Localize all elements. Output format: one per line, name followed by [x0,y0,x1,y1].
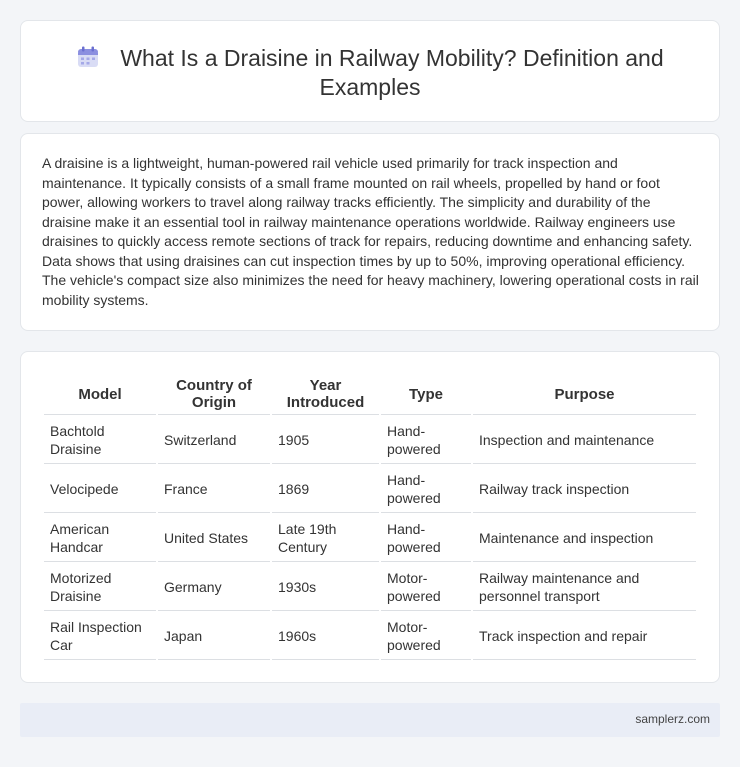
cell-model: American Handcar [44,515,156,562]
cell-type: Hand-powered [381,417,471,464]
header-model: Model [44,374,156,415]
title-card [20,20,720,122]
cell-type: Motor-powered [381,564,471,611]
cell-country: Switzerland [158,417,270,464]
footer-site-link[interactable]: samplerz.com [635,712,710,726]
table-header-row [44,374,696,415]
cell-country: United States [158,515,270,562]
description-text: A draisine is a lightweight, human-powered rail vehicle used primarily for track inspection and maintenance. It typically consists of a small frame mounted on rail wheels, propelled by hand or foot power, allowing workers to travel along railway tracks efficiently. The simplicity and durability of the draisine make it an essential tool in railway maintenance operations worldwide. Railway engineers use draisines to quickly access remote sections of track for repairs, reducing downtime and enhancing safety. Data shows that using draisines can cut inspection times by up to 50%, improving operational efficiency. The vehicle's compact size also minimizes the need for heavy machinery, lowering operational costs in rail mobility systems. [42,155,699,308]
table-row [44,466,696,513]
cell-model: Motorized Draisine [44,564,156,611]
header-country: Country of Origin [158,374,270,415]
calendar-icon [76,45,100,69]
page-title-wrap [21,44,719,102]
header-year: Year Introduced [272,374,379,415]
header-type: Type [381,374,471,415]
cell-model: Rail Inspection Car [44,613,156,660]
cell-year: Late 19th Century [272,515,379,562]
cell-type: Hand-powered [381,466,471,513]
table-row [44,515,696,562]
table-row [44,613,696,660]
cell-country: France [158,466,270,513]
table-card [20,351,720,683]
description-card [20,133,720,331]
draisine-table [42,372,698,662]
footer [20,703,720,737]
cell-purpose: Maintenance and inspection [473,515,696,562]
cell-year: 1869 [272,466,379,513]
page-title: What Is a Draisine in Railway Mobility? Definition and Examples [120,45,664,100]
cell-purpose: Inspection and maintenance [473,417,696,464]
cell-purpose: Track inspection and repair [473,613,696,660]
cell-purpose: Railway maintenance and personnel transport [473,564,696,611]
cell-country: Germany [158,564,270,611]
cell-country: Japan [158,613,270,660]
cell-type: Motor-powered [381,613,471,660]
cell-model: Velocipede [44,466,156,513]
cell-year: 1960s [272,613,379,660]
cell-year: 1905 [272,417,379,464]
table-row [44,564,696,611]
cell-purpose: Railway track inspection [473,466,696,513]
table-row [44,417,696,464]
cell-type: Hand-powered [381,515,471,562]
cell-model: Bachtold Draisine [44,417,156,464]
header-purpose: Purpose [473,374,696,415]
cell-year: 1930s [272,564,379,611]
